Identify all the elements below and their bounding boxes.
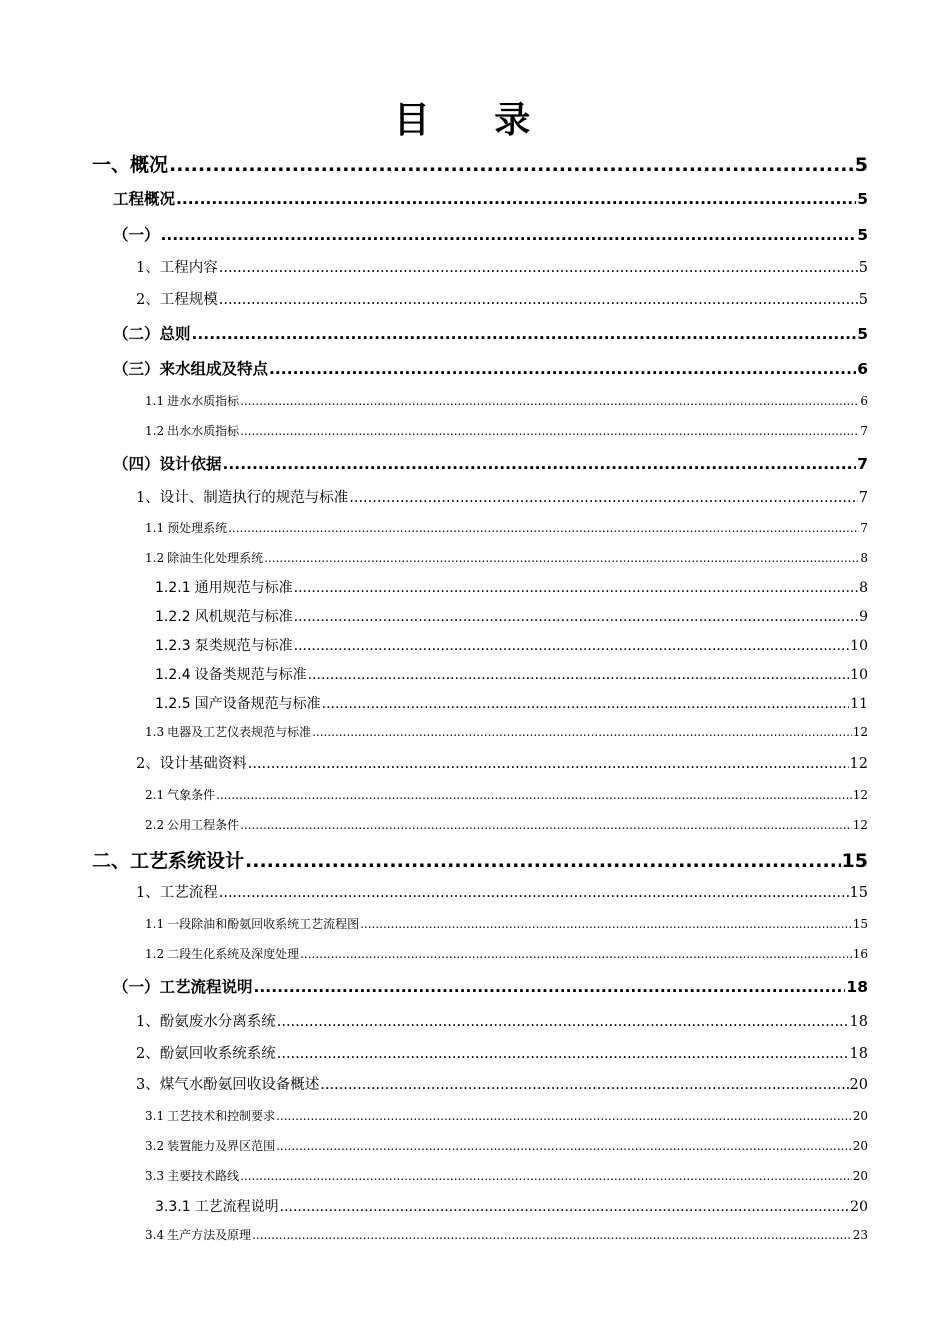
- toc-entry[interactable]: [136, 1010, 868, 1032]
- toc-entry-label: 工艺流程: [159, 885, 218, 901]
- toc-entry[interactable]: [155, 664, 868, 684]
- toc-entry-number: 3.3.1: [155, 1199, 191, 1215]
- toc-entry-page: 5: [858, 292, 868, 308]
- toc-entry-label: 主要技术路线: [167, 1169, 240, 1183]
- toc-entry-number: 2、: [136, 292, 160, 308]
- toc-entry-page: 18: [849, 1014, 868, 1030]
- toc-entry-page: 7: [858, 490, 868, 506]
- toc-entry-number: 3.2: [145, 1139, 165, 1153]
- toc-entry-label: 装置能力及界区范围: [167, 1139, 276, 1153]
- toc-entry-number: 1.2: [145, 947, 165, 961]
- toc-leader-dots: [161, 226, 857, 244]
- toc-entry-label: 工艺流程说明: [194, 1199, 279, 1215]
- toc-entry-number: 1.1: [145, 917, 165, 931]
- toc-entry-number: 2.2: [145, 818, 165, 832]
- toc-leader-dots: [277, 1014, 849, 1030]
- toc-entry-label: 酚氨回收系统系统: [159, 1046, 276, 1062]
- toc-entry-page: 18: [849, 1046, 868, 1062]
- toc-entry-page: 7: [860, 424, 868, 438]
- toc-entry-number: 二、: [92, 850, 131, 872]
- toc-leader-dots: [219, 885, 849, 901]
- toc-entry-page: 6: [860, 394, 868, 408]
- toc-entry[interactable]: [136, 288, 868, 310]
- toc-entry-page: 7: [857, 455, 868, 473]
- toc-entry[interactable]: [145, 1137, 868, 1155]
- toc-leader-dots: [240, 818, 852, 832]
- toc-entry[interactable]: [145, 945, 868, 963]
- toc-entry-number: （一）: [113, 978, 160, 996]
- toc-entry-label: 工程概况: [113, 190, 176, 208]
- toc-entry-label: 煤气水酚氨回收设备概述: [159, 1077, 320, 1093]
- toc-leader-dots: [176, 190, 856, 208]
- toc-entry-number: 1.2.3: [155, 638, 191, 654]
- toc-entry-page: 12: [852, 818, 868, 832]
- toc-entry[interactable]: [155, 693, 868, 713]
- toc-entry-page: 5: [857, 325, 868, 343]
- toc-entry-label: 电器及工艺仪表规范与标准: [167, 725, 312, 739]
- toc-entry-number: （四）: [113, 455, 160, 473]
- toc-entry[interactable]: [155, 635, 868, 655]
- toc-entry-label: 公用工程条件: [167, 818, 240, 832]
- toc-entry-page: 12: [849, 756, 868, 772]
- toc-entry-number: 1、: [136, 885, 160, 901]
- toc-entry-page: 8: [859, 580, 868, 596]
- toc-entry-number: 1.2: [145, 424, 165, 438]
- toc-leader-dots: [240, 1169, 852, 1183]
- toc-leader-dots: [277, 1046, 849, 1062]
- toc-entry[interactable]: [145, 1226, 868, 1244]
- toc-entry-number: 1、: [136, 1014, 160, 1030]
- toc-entry[interactable]: [145, 549, 868, 567]
- toc-entry-page: 7: [860, 521, 868, 535]
- toc-entry-label: 除油生化处理系统: [167, 551, 264, 565]
- toc-entry[interactable]: [145, 1167, 868, 1185]
- toc-entry[interactable]: [145, 422, 868, 440]
- toc-leader-dots: [276, 1109, 852, 1123]
- toc-entry-number: 1.2.1: [155, 580, 191, 596]
- toc-entry[interactable]: [136, 1073, 868, 1095]
- toc-entry[interactable]: [113, 187, 868, 209]
- toc-entry-number: 1、: [136, 490, 160, 506]
- toc-leader-dots: [294, 638, 850, 654]
- toc-entry[interactable]: [136, 881, 868, 903]
- toc-entry[interactable]: [155, 606, 868, 626]
- toc-leader-dots: [312, 725, 852, 739]
- toc-entry-number: 1、: [136, 260, 160, 276]
- toc-entry-number: 2.1: [145, 788, 165, 802]
- toc-leader-dots: [223, 455, 857, 473]
- toc-entry[interactable]: [155, 1196, 868, 1216]
- toc-entry-label: 二段生化系统及深度处理: [167, 947, 300, 961]
- toc-entry-label: 来水组成及特点: [159, 360, 269, 378]
- toc-entry-page: 15: [841, 850, 868, 872]
- toc-entry-page: 20: [849, 1077, 868, 1093]
- toc-entry-page: 10: [850, 667, 868, 683]
- toc-entry-label: 风机规范与标准: [194, 609, 293, 625]
- toc-leader-dots: [360, 917, 852, 931]
- toc-entry-number: 1.2.2: [155, 609, 191, 625]
- toc-leader-dots: [219, 292, 858, 308]
- toc-entry-page: 5: [858, 260, 868, 276]
- toc-entry[interactable]: [145, 392, 868, 410]
- toc-entry-label: 工艺技术和控制要求: [167, 1109, 276, 1123]
- toc-entry[interactable]: [145, 519, 868, 537]
- toc-leader-dots: [294, 609, 858, 625]
- toc-entry-number: 1.3: [145, 725, 165, 739]
- toc-entry-label: 工艺流程说明: [159, 978, 253, 996]
- page-title: 目 录: [393, 99, 557, 141]
- toc-leader-dots: [252, 1228, 852, 1242]
- toc-leader-dots: [300, 947, 852, 961]
- toc-entry-label: 设计依据: [159, 455, 222, 473]
- toc-entry-label: 预处理系统: [167, 521, 228, 535]
- toc-entry-number: 1.2: [145, 551, 165, 565]
- toc-entry-page: 20: [850, 1199, 868, 1215]
- toc-leader-dots: [216, 788, 852, 802]
- toc-entry[interactable]: [113, 975, 868, 997]
- toc-entry-label: 设计基础资料: [159, 756, 247, 772]
- toc-entry[interactable]: [113, 322, 868, 344]
- toc-entry[interactable]: [136, 752, 868, 774]
- toc-leader-dots: [280, 1199, 850, 1215]
- toc-entry[interactable]: [113, 223, 868, 245]
- toc-leader-dots: [192, 325, 857, 343]
- toc-entry-label: 气象条件: [167, 788, 216, 802]
- toc-leader-dots: [264, 551, 859, 565]
- toc-entry[interactable]: [145, 1107, 868, 1125]
- toc-entry-number: 一、: [92, 154, 131, 176]
- toc-entry-label: 生产方法及原理: [167, 1228, 252, 1242]
- toc-entry-label: 出水水质指标: [167, 424, 240, 438]
- toc-entry-number: 3、: [136, 1077, 160, 1093]
- toc-entry[interactable]: [113, 452, 868, 474]
- toc-entry-page: 11: [850, 696, 868, 712]
- toc-entry-page: 5: [857, 226, 868, 244]
- toc-leader-dots: [228, 521, 859, 535]
- toc-entry-number: 1.1: [145, 394, 165, 408]
- toc-entry-page: 9: [859, 609, 868, 625]
- toc-leader-dots: [254, 978, 846, 996]
- toc-entry-label: 总则: [159, 325, 191, 343]
- toc-entry-page: 23: [852, 1228, 868, 1242]
- toc-entry-label: 进水水质指标: [167, 394, 240, 408]
- toc-entry-page: 20: [852, 1169, 868, 1183]
- toc-entry[interactable]: [136, 256, 868, 278]
- toc-entry[interactable]: [113, 357, 868, 379]
- toc-entry-label: 设备类规范与标准: [194, 667, 307, 683]
- toc-entry-page: 15: [852, 917, 868, 931]
- toc-entry-number: （二）: [113, 325, 160, 343]
- toc-entry-number: 3.4: [145, 1228, 165, 1242]
- toc-entry-label: 一段除油和酚氨回收系统工艺流程图: [167, 917, 360, 931]
- toc-entry-page: 10: [850, 638, 868, 654]
- toc-entry-number: （三）: [113, 360, 160, 378]
- toc-leader-dots: [320, 1077, 848, 1093]
- toc-entry[interactable]: [136, 486, 868, 508]
- toc-entry-page: 18: [846, 978, 868, 996]
- toc-entry-page: 20: [852, 1139, 868, 1153]
- toc-entry-page: 8: [860, 551, 868, 565]
- toc-entry-page: 16: [852, 947, 868, 961]
- toc-entry-page: 6: [857, 360, 868, 378]
- toc-entry-number: 2、: [136, 1046, 160, 1062]
- toc-leader-dots: [308, 667, 850, 683]
- toc-entry[interactable]: [145, 786, 868, 804]
- toc-leader-dots: [276, 1139, 852, 1153]
- toc-entry[interactable]: [92, 846, 868, 872]
- toc-leader-dots: [322, 696, 850, 712]
- toc-entry-label: 工艺系统设计: [130, 850, 245, 872]
- toc-entry[interactable]: [136, 1042, 868, 1064]
- toc-leader-dots: [240, 394, 859, 408]
- toc-entry[interactable]: [145, 816, 868, 834]
- toc-entry-number: （一）: [113, 226, 160, 244]
- toc-entry[interactable]: [92, 150, 868, 176]
- toc-leader-dots: [294, 580, 858, 596]
- toc-entry[interactable]: [145, 915, 868, 933]
- toc-entry-label: 国产设备规范与标准: [194, 696, 321, 712]
- toc-entry-label: 泵类规范与标准: [194, 638, 293, 654]
- toc-entry-number: 3.3: [145, 1169, 165, 1183]
- toc-entry-number: 1.2.5: [155, 696, 191, 712]
- toc-entry-page: 20: [852, 1109, 868, 1123]
- toc-entry-number: 2、: [136, 756, 160, 772]
- toc-leader-dots: [245, 850, 841, 872]
- toc-entry-page: 5: [857, 190, 868, 208]
- toc-leader-dots: [240, 424, 859, 438]
- toc-leader-dots: [269, 360, 856, 378]
- toc-entry-label: 工程规模: [159, 292, 218, 308]
- toc-entry-number: 3.1: [145, 1109, 165, 1123]
- toc-entry[interactable]: [145, 723, 868, 741]
- toc-entry[interactable]: [155, 577, 868, 597]
- toc-leader-dots: [219, 260, 858, 276]
- toc-entry-label: 通用规范与标准: [194, 580, 293, 596]
- toc-leader-dots: [169, 154, 854, 176]
- toc-leader-dots: [349, 490, 858, 506]
- toc-entry-page: 12: [852, 725, 868, 739]
- toc-entry-label: 设计、制造执行的规范与标准: [159, 490, 349, 506]
- toc-entry-number: 1.2.4: [155, 667, 191, 683]
- toc-entry-page: 5: [854, 154, 868, 176]
- toc-entry-label: 工程内容: [159, 260, 218, 276]
- toc-entry-page: 12: [852, 788, 868, 802]
- toc-entry-label: 概况: [130, 154, 169, 176]
- toc-entry-page: 15: [849, 885, 868, 901]
- toc-entry-number: 1.1: [145, 521, 165, 535]
- toc-leader-dots: [248, 756, 849, 772]
- toc-entry-label: 酚氨废水分离系统: [159, 1014, 276, 1030]
